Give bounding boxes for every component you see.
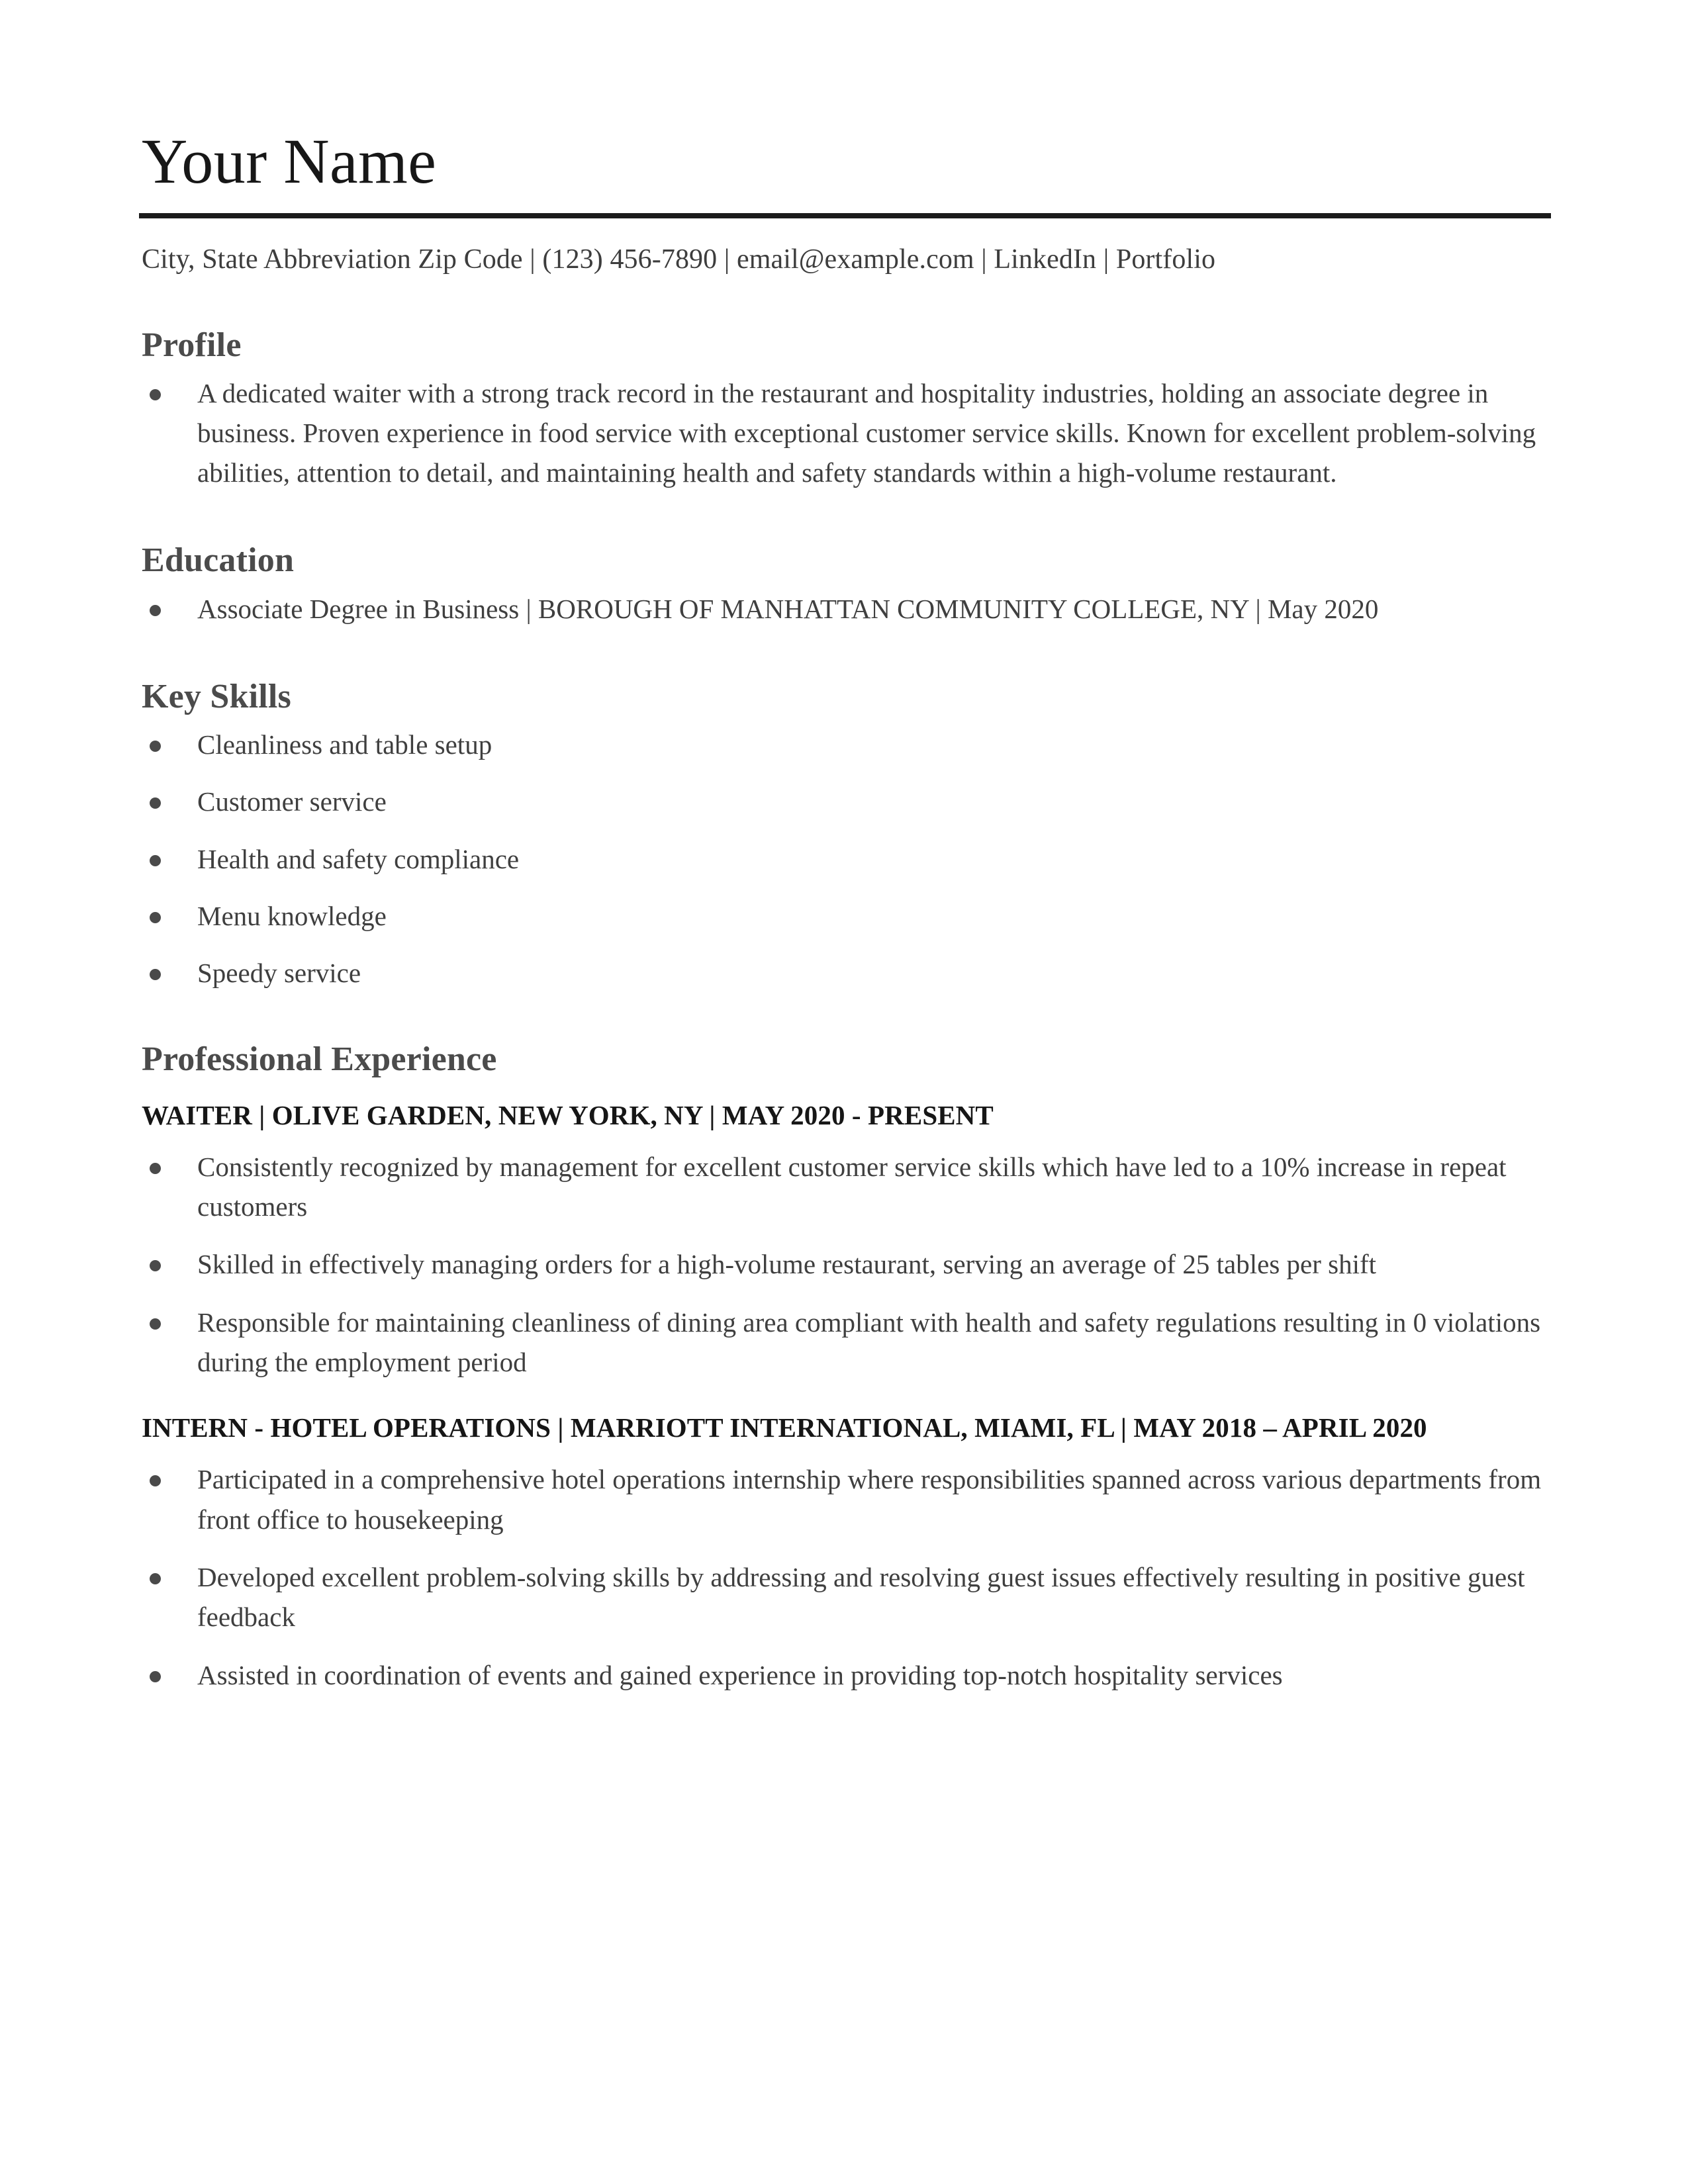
- list-item: A dedicated waiter with a strong track record in the restaurant and hospitality industries, holding an associate degree in business. Proven experience in food service with exceptional customer service skills. Known for excellent problem-solving abilities, attention to detail, and maintaining health and safety standards within a high-volume restaurant.: [146, 373, 1551, 493]
- job-bullet-list: [139, 1459, 1551, 1694]
- section-title-profile: Profile: [142, 326, 242, 364]
- header-divider: [139, 213, 1551, 218]
- education-list: [139, 589, 1551, 629]
- list-item: Health and safety compliance: [146, 839, 1551, 879]
- list-item: Customer service: [146, 782, 1551, 821]
- section-title-education: Education: [142, 541, 295, 580]
- job-heading: WAITER | OLIVE GARDEN, NEW YORK, NY | MAY 2020 - PRESENT: [142, 1099, 994, 1130]
- job-bullet-list: [139, 1147, 1551, 1382]
- list-item: Speedy service: [146, 953, 1551, 993]
- list-item: Associate Degree in Business | BOROUGH OF MANHATTAN COMMUNITY COLLEGE, NY | May 2020: [146, 589, 1551, 629]
- section-title-professional-experience: Professional Experience: [142, 1040, 497, 1079]
- list-item: Developed excellent problem-solving skills by addressing and resolving guest issues effectively resulting in positive guest feedback: [146, 1557, 1551, 1637]
- list-item: Cleanliness and table setup: [146, 725, 1551, 764]
- job-heading: INTERN - HOTEL OPERATIONS | MARRIOTT INTERNATIONAL, MIAMI, FL | MAY 2018 – APRIL 2020: [142, 1412, 1427, 1443]
- key-skills-list: [139, 725, 1551, 993]
- list-item: Consistently recognized by management for excellent customer service skills which have led to a 10% increase in repeat customers: [146, 1147, 1551, 1227]
- section-education: [139, 541, 1551, 628]
- section-title-key-skills: Key Skills: [142, 677, 291, 715]
- experience-entry: [139, 1099, 1551, 1383]
- list-item: Participated in a comprehensive hotel operations internship where responsibilities spanned across various departments from front office to housekeeping: [146, 1459, 1551, 1539]
- section-profile: [139, 326, 1551, 493]
- contact-line: City, State Abbreviation Zip Code | (123) 456-7890 | email@example.com | LinkedIn | Portfolio: [142, 244, 1216, 275]
- list-item: Responsible for maintaining cleanliness of dining area compliant with health and safety regulations resulting in 0 violations during the employment period: [146, 1302, 1551, 1383]
- list-item: Assisted in coordination of events and gained experience in providing top-notch hospitality services: [146, 1655, 1551, 1695]
- list-item: Menu knowledge: [146, 896, 1551, 936]
- section-key-skills: [139, 678, 1551, 993]
- section-professional-experience: [139, 1040, 1551, 1694]
- experience-entry: [139, 1411, 1551, 1695]
- profile-list: [139, 373, 1551, 493]
- candidate-name: Your Name: [142, 126, 437, 197]
- resume-header: [139, 126, 1551, 277]
- list-item: Skilled in effectively managing orders for a high-volume restaurant, serving an average of 25 tables per shift: [146, 1244, 1551, 1284]
